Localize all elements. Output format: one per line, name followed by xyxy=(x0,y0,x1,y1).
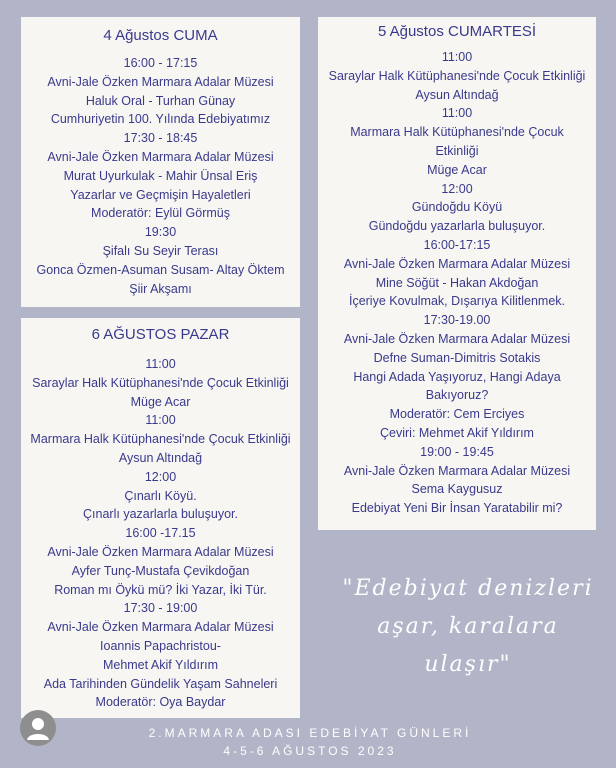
schedule-line: Moderatör: Oya Baydar xyxy=(95,695,226,710)
schedule-line: Edebiyat Yeni Bir İnsan Yaratabilir mi? xyxy=(351,501,563,516)
event-dates: 4-5-6 AĞUSTOS 2023 xyxy=(223,744,397,758)
schedule-line: Avni-Jale Özken Marmara Adalar Müzesi xyxy=(343,256,571,271)
schedule-line: Saraylar Halk Kütüphanesi'nde Çocuk Etkinliği xyxy=(328,68,586,83)
schedule-line: Murat Uyurkulak - Mahir Ünsal Eriş xyxy=(63,168,258,183)
schedule-line: Marmara Halk Kütüphanesi'nde Çocuk Etkinliği xyxy=(30,432,291,447)
schedule-line: Müge Acar xyxy=(130,394,191,409)
user-avatar-icon[interactable] xyxy=(20,710,56,746)
schedule-line: 12:00 xyxy=(144,469,177,484)
schedule-line: 16:00-17:15 xyxy=(423,237,491,252)
quote-line: aşar, karalara xyxy=(377,614,559,639)
quote-line: "Edebiyat denizleri xyxy=(342,576,594,601)
schedule-line: 19:30 xyxy=(144,225,177,240)
schedule-line: Moderatör: Cem Erciyes xyxy=(389,407,525,422)
event-footer xyxy=(60,724,560,760)
schedule-line: Marmara Halk Kütüphanesi'nde Çocuk xyxy=(350,125,564,140)
schedule-lines xyxy=(318,48,596,518)
schedule-card-aug-6 xyxy=(21,318,300,718)
schedule-line: Avni-Jale Özken Marmara Adalar Müzesi xyxy=(343,331,571,346)
schedule-line: 16:00 -17.15 xyxy=(125,526,196,541)
schedule-line: Gonca Özmen-Asuman Susam- Altay Öktem xyxy=(36,262,285,277)
schedule-line: Ada Tarihinden Gündelik Yaşam Sahneleri xyxy=(43,676,278,691)
schedule-line: 11:00 xyxy=(441,50,473,64)
schedule-line: 11:00 xyxy=(145,357,176,371)
schedule-line: Avni-Jale Özken Marmara Adalar Müzesi xyxy=(47,620,274,635)
quote-line: ulaşır" xyxy=(424,652,512,677)
schedule-lines xyxy=(21,355,300,712)
schedule-line: Çınarlı yazarlarla buluşuyor. xyxy=(83,507,238,522)
schedule-line: Aysun Altındağ xyxy=(415,87,499,102)
schedule-line: Ioannis Papachristou- xyxy=(100,638,221,653)
quote-text xyxy=(320,570,616,684)
schedule-line: Cumhuriyetin 100. Yılında Edebiyatımız xyxy=(50,112,271,127)
schedule-line: Roman mı Öykü mü? İki Yazar, İki Tür. xyxy=(54,582,267,597)
schedule-line: Avni-Jale Özken Marmara Adalar Müzesi xyxy=(47,74,274,89)
schedule-line: Bakıyoruz? xyxy=(425,388,489,403)
schedule-line: Müge Acar xyxy=(427,162,487,177)
schedule-line: Etkinliği xyxy=(435,143,479,158)
schedule-line: 11:00 xyxy=(145,413,176,428)
schedule-card-aug-5 xyxy=(318,17,596,530)
schedule-line: Aysun Altındağ xyxy=(118,450,203,465)
schedule-line: Avni-Jale Özken Marmara Adalar Müzesi xyxy=(47,544,274,559)
schedule-line: Gündoğdu Köyü xyxy=(411,200,503,215)
schedule-line: Defne Suman-Dimitris Sotakis xyxy=(373,350,541,365)
schedule-line: İçeriye Kovulmak, Dışarıya Kilitlenmek. xyxy=(348,294,566,309)
event-name: 2.MARMARA ADASI EDEBİYAT GÜNLERİ xyxy=(148,726,472,740)
schedule-line: Haluk Oral - Turhan Günay xyxy=(85,93,236,108)
schedule-line: Hangi Adada Yaşıyoruz, Hangi Adaya xyxy=(353,369,561,384)
schedule-line: 17:30 - 18:45 xyxy=(123,131,198,146)
schedule-line: Şifalı Su Seyir Terası xyxy=(102,243,219,258)
schedule-line: Avni-Jale Özken Marmara Adalar Müzesi xyxy=(343,463,571,478)
schedule-line: 12:00 xyxy=(441,181,473,196)
schedule-line: Sema Kaygusuz xyxy=(411,482,503,497)
schedule-line: 17:30 - 19:00 xyxy=(123,601,198,616)
card-title: 4 Ağustos CUMA xyxy=(103,27,218,44)
schedule-line: Mine Söğüt - Hakan Akdoğan xyxy=(375,275,539,290)
schedule-line: Moderatör: Eylül Görmüş xyxy=(91,206,230,221)
schedule-line: Avni-Jale Özken Marmara Adalar Müzesi xyxy=(47,149,274,164)
schedule-line: Çınarlı Köyü. xyxy=(124,488,197,503)
schedule-line: 11:00 xyxy=(441,106,473,121)
schedule-line: Yazarlar ve Geçmişin Hayaletleri xyxy=(70,187,251,202)
schedule-lines xyxy=(21,54,300,298)
schedule-line: 19:00 - 19:45 xyxy=(420,444,494,459)
schedule-line: Gündoğdu yazarlarla buluşuyor. xyxy=(368,219,546,234)
card-title: 5 Ağustos CUMARTESİ xyxy=(377,23,537,40)
schedule-line: Ayfer Tunç-Mustafa Çevikdoğan xyxy=(71,563,250,578)
schedule-card-aug-4 xyxy=(21,17,300,307)
schedule-line: Çeviri: Mehmet Akif Yıldırım xyxy=(380,425,534,440)
card-title: 6 AĞUSTOS PAZAR xyxy=(91,326,230,343)
schedule-line: 16:00 - 17:15 xyxy=(123,56,198,70)
schedule-line: Şiir Akşamı xyxy=(129,281,192,296)
schedule-line: Mehmet Akif Yıldırım xyxy=(102,657,219,672)
schedule-line: 17:30-19.00 xyxy=(423,313,491,328)
schedule-line: Saraylar Halk Kütüphanesi'nde Çocuk Etkinliği xyxy=(32,375,289,390)
